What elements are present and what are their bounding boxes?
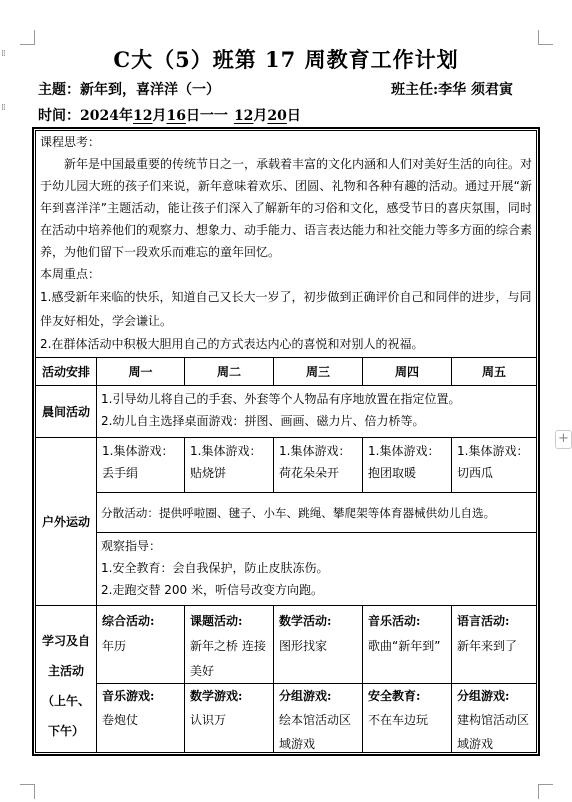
outdoor-game-wednesday: [273, 437, 362, 492]
study-game-name: 卷炮仗: [102, 713, 139, 727]
grip-icon[interactable]: ⁞⁞: [1, 49, 5, 59]
study-label-line: （上午、: [41, 694, 90, 708]
header-monday: 周一: [96, 357, 184, 385]
study-label-line: 主活动: [47, 664, 84, 678]
plus-icon[interactable]: +: [555, 430, 572, 449]
time-separator: 日一一: [185, 108, 228, 124]
outdoor-game-tuesday: [184, 437, 273, 492]
crop-mark-top-left: [20, 30, 35, 45]
header-friday: 周五: [451, 357, 536, 385]
study-friday-2: [451, 683, 536, 752]
study-game-name: 绘本馆活动区域游戏: [279, 713, 352, 751]
study-label: [36, 605, 96, 752]
outdoor-game-type: 1.集体游戏：: [102, 444, 174, 458]
study-activity-name: 新年来到了: [457, 639, 518, 653]
time-day-start: 16: [166, 108, 186, 124]
study-game-name: 建构馆活动区域游戏: [457, 713, 530, 751]
study-tuesday-1: [184, 605, 273, 683]
outdoor-game-name: 切西瓜: [457, 466, 494, 480]
study-game-type: 安全教育:: [368, 689, 421, 703]
outdoor-game-type: 1.集体游戏：: [190, 444, 262, 458]
focus-item-1: 1.感受新年来临的快乐，知道自己又长大一岁了，初步做到正确评价自己和同伴的进步，与同伴友好相处，学会谦让。: [40, 290, 532, 328]
header-thursday: 周四: [362, 357, 451, 385]
morning-content: [96, 385, 536, 437]
outdoor-game-name: 荷花朵朵开: [279, 466, 340, 480]
study-game-type: 音乐游戏:: [102, 689, 155, 703]
study-activity-type: 音乐活动:: [368, 614, 421, 628]
teacher-label: 班主任:李华 须君寅: [391, 82, 514, 98]
study-thursday-1: [362, 605, 451, 683]
study-friday-1: [451, 605, 536, 683]
study-game-type: 分组游戏:: [279, 689, 332, 703]
morning-line-2: 2.幼儿自主选择桌面游戏：拼图、画画、磁力片、倍力桥等。: [101, 414, 425, 428]
time-day-end: 20: [267, 108, 287, 124]
study-monday-1: [96, 605, 184, 683]
study-wednesday-2: [273, 683, 362, 752]
time-line: [38, 105, 301, 125]
study-game-name: 不在车边玩: [368, 713, 429, 727]
study-game-type: 分组游戏:: [457, 689, 510, 703]
study-tuesday-2: [184, 683, 273, 752]
study-activity-type: 数学活动:: [279, 614, 332, 628]
focus-heading: 本周重点：: [40, 267, 101, 281]
study-label-line: 学习及自: [41, 634, 90, 648]
time-month-unit-2: 月: [253, 108, 268, 124]
outdoor-observation: [96, 532, 536, 605]
outdoor-game-name: 贴烧饼: [190, 466, 227, 480]
study-activity-name: 歌曲“新年到”: [368, 639, 441, 653]
outdoor-game-name: 丢手绢: [102, 466, 139, 480]
outdoor-game-type: 1.集体游戏：: [457, 444, 529, 458]
outdoor-game-name: 抱团取暖: [368, 466, 417, 480]
time-label: 时间：2024年: [38, 108, 133, 124]
crop-mark-top-right: [538, 30, 553, 45]
time-month-unit: 月: [152, 108, 167, 124]
outdoor-scatter: 分散活动：提供呼啦圈、毽子、小车、跳绳、攀爬架等体育器械供幼儿自选。: [96, 492, 536, 532]
focus-item-2: 2.在群体活动中积极大胆用自己的方式表达内心的喜悦和对别人的祝福。: [40, 337, 424, 351]
theme-label: 主题：新年到，喜洋洋（一）: [38, 82, 220, 98]
outdoor-game-type: 1.集体游戏：: [368, 444, 440, 458]
morning-label: 晨间活动: [36, 385, 96, 437]
time-day-unit: 日: [286, 108, 301, 124]
study-activity-name: 新年之桥 连接美好: [190, 639, 266, 678]
time-month-start: 12: [132, 108, 153, 124]
study-monday-2: [96, 683, 184, 752]
morning-line-1: 1.引导幼儿将自己的手套、外套等个人物品有序地放置在指定位置。: [101, 392, 461, 406]
curriculum-body: 新年是中国最重要的传统节日之一，承载着丰富的文化内涵和人们对美好生活的向往。对于幼儿园大班的孩子们来说，新年意味着欢乐、团圆、礼物和各种有趣的活动。通过开展“新年到喜洋洋”主题活动，能让孩子们深入了解新年的习俗和文化，感受节日的喜庆氛围，同时在活动中培养他们的观察力、想象力、动手能力、语言表达能力和社交能力等多方面的综合素养，为他们留下一段欢乐而难忘的童年回忆。: [40, 157, 533, 259]
header-wednesday: 周三: [273, 357, 362, 385]
observation-item-2: 2.走跑交替 200 米，听信号改变方向跑。: [101, 583, 323, 597]
study-activity-name: 图形找家: [279, 639, 328, 653]
study-label-line: 下午）: [47, 724, 84, 738]
observation-heading: 观察指导：: [101, 539, 162, 553]
curriculum-section: [38, 131, 534, 357]
study-wednesday-1: [273, 605, 362, 683]
time-month-end: 12: [233, 108, 254, 124]
crop-mark-bottom-left: [20, 784, 35, 799]
observation-item-1: 1.安全教育：会自我保护，防止皮肤冻伤。: [101, 561, 329, 575]
grip-icon[interactable]: ⁞⁞: [1, 103, 5, 113]
study-activity-type: 课题活动:: [190, 614, 243, 628]
header-activity: 活动安排: [36, 357, 96, 385]
study-thursday-2: [362, 683, 451, 752]
crop-mark-bottom-right: [538, 784, 553, 799]
curriculum-heading: 课程思考：: [40, 135, 101, 149]
header-tuesday: 周二: [184, 357, 273, 385]
outdoor-game-thursday: [362, 437, 451, 492]
page-title: C大（5）班第 17 周教育工作计划: [113, 47, 459, 72]
outdoor-game-type: 1.集体游戏：: [279, 444, 351, 458]
study-activity-type: 语言活动:: [457, 614, 510, 628]
outdoor-game-friday: [451, 437, 536, 492]
study-game-type: 数学游戏:: [190, 689, 243, 703]
outdoor-label: 户外运动: [36, 437, 96, 605]
study-activity-type: 综合活动:: [102, 614, 155, 628]
study-game-name: 认识万: [190, 713, 227, 727]
outdoor-game-monday: [96, 437, 184, 492]
study-activity-name: 年历: [102, 639, 127, 653]
